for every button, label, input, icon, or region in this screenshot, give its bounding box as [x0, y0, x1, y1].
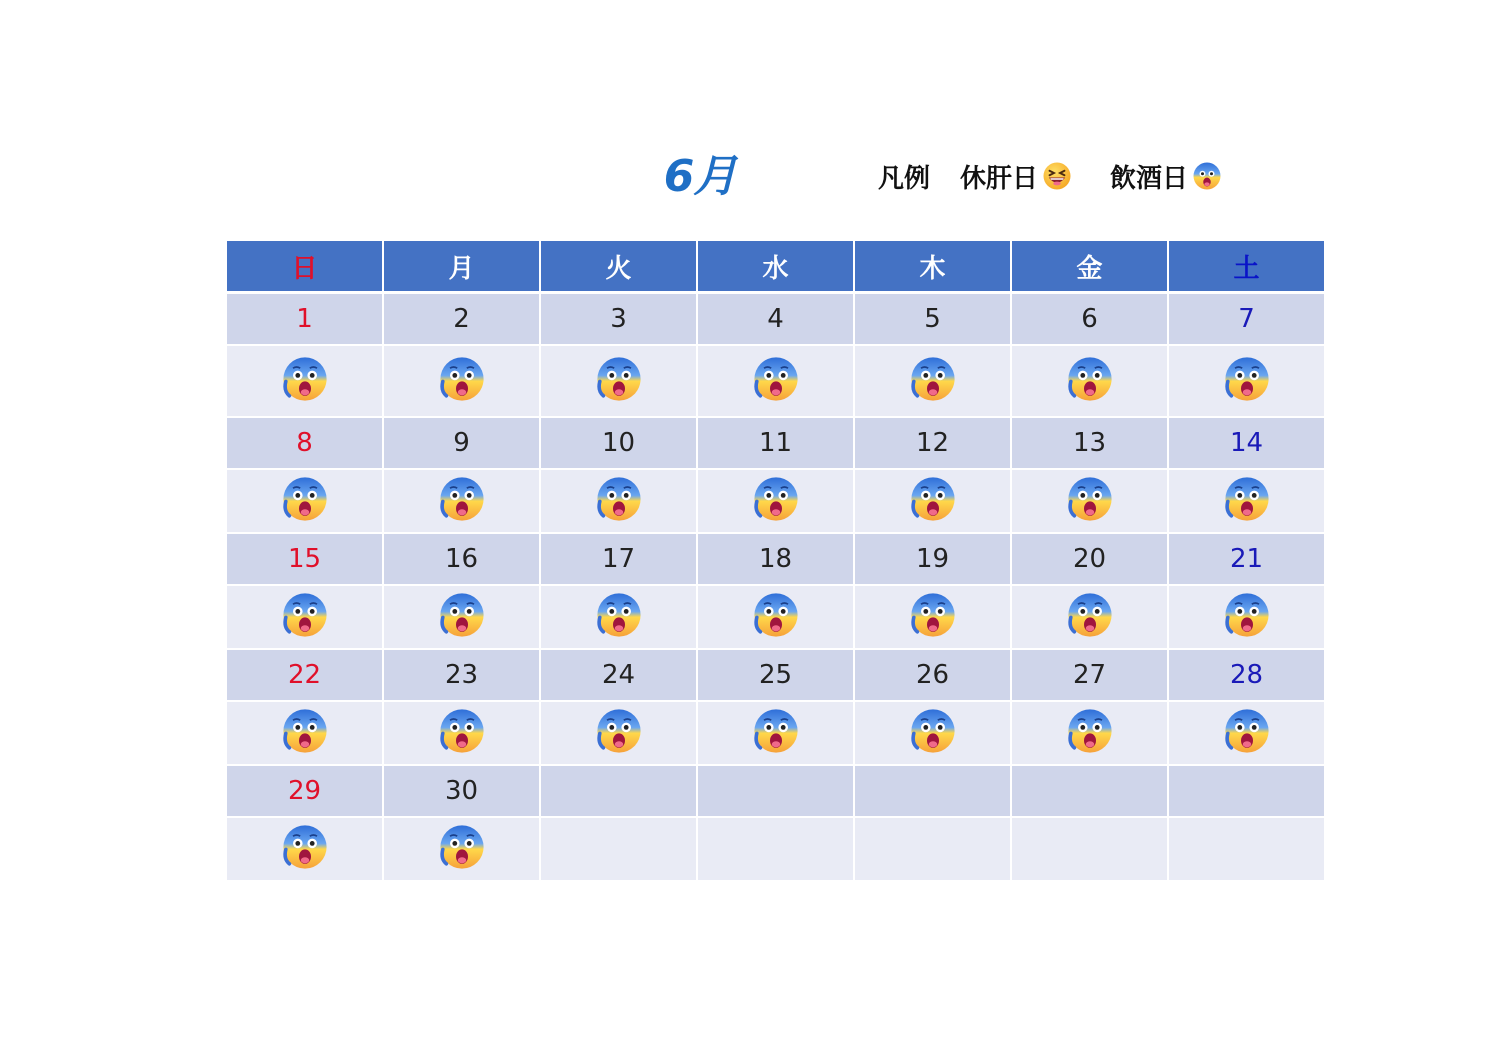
- fearful-screaming-face-icon: [752, 707, 800, 759]
- date-cell-5[interactable]: 5: [855, 294, 1010, 346]
- fearful-screaming-face-icon: [595, 355, 643, 407]
- day-mark-cell-16[interactable]: [384, 586, 539, 650]
- fearful-screaming-face-icon: [909, 355, 957, 407]
- calendar-table: [225, 241, 1326, 882]
- day-mark-cell-empty[interactable]: [1169, 818, 1324, 882]
- date-cell-24[interactable]: 24: [541, 650, 696, 702]
- legend: [878, 156, 1222, 196]
- grinning-squinting-face-icon: [1042, 161, 1072, 191]
- fearful-screaming-face-icon: [752, 355, 800, 407]
- day-mark-cell-3[interactable]: [541, 346, 696, 418]
- date-cell-empty[interactable]: [1012, 766, 1167, 818]
- date-cell-6[interactable]: 6: [1012, 294, 1167, 346]
- day-mark-cell-11[interactable]: [698, 470, 853, 534]
- week-1-date-row: [227, 294, 1324, 346]
- date-cell-19[interactable]: 19: [855, 534, 1010, 586]
- day-mark-cell-24[interactable]: [541, 702, 696, 766]
- date-cell-4[interactable]: 4: [698, 294, 853, 346]
- day-mark-cell-14[interactable]: [1169, 470, 1324, 534]
- day-mark-cell-empty[interactable]: [698, 818, 853, 882]
- week-3-date-row: [227, 534, 1324, 586]
- date-cell-8[interactable]: 8: [227, 418, 382, 470]
- day-mark-cell-2[interactable]: [384, 346, 539, 418]
- weekday-sat: 土: [1169, 241, 1324, 294]
- fearful-screaming-face-icon: [281, 355, 329, 407]
- date-cell-empty[interactable]: [855, 766, 1010, 818]
- weekday-mon: 月: [384, 241, 539, 294]
- day-mark-cell-18[interactable]: [698, 586, 853, 650]
- weekday-header-row: [227, 241, 1324, 294]
- date-cell-25[interactable]: 25: [698, 650, 853, 702]
- week-4-date-row: [227, 650, 1324, 702]
- date-cell-30[interactable]: 30: [384, 766, 539, 818]
- fearful-screaming-face-icon: [438, 475, 486, 527]
- fearful-screaming-face-icon: [438, 591, 486, 643]
- date-cell-21[interactable]: 21: [1169, 534, 1324, 586]
- fearful-screaming-face-icon: [1223, 355, 1271, 407]
- week-3-mark-row: [227, 586, 1324, 650]
- date-cell-7[interactable]: 7: [1169, 294, 1324, 346]
- fearful-screaming-face-icon: [438, 823, 486, 875]
- date-cell-14[interactable]: 14: [1169, 418, 1324, 470]
- day-mark-cell-26[interactable]: [855, 702, 1010, 766]
- fearful-screaming-face-icon: [752, 591, 800, 643]
- legend-label: 凡例: [878, 163, 931, 194]
- day-mark-cell-8[interactable]: [227, 470, 382, 534]
- fearful-screaming-face-icon: [1223, 591, 1271, 643]
- week-2-mark-row: [227, 470, 1324, 534]
- fearful-screaming-face-icon: [752, 475, 800, 527]
- day-mark-cell-1[interactable]: [227, 346, 382, 418]
- date-cell-17[interactable]: 17: [541, 534, 696, 586]
- day-mark-cell-7[interactable]: [1169, 346, 1324, 418]
- week-5-mark-row: [227, 818, 1324, 882]
- fearful-screaming-face-icon: [281, 707, 329, 759]
- day-mark-cell-19[interactable]: [855, 586, 1010, 650]
- fearful-screaming-face-icon: [281, 475, 329, 527]
- fearful-screaming-face-icon: [595, 475, 643, 527]
- date-cell-10[interactable]: 10: [541, 418, 696, 470]
- day-mark-cell-empty[interactable]: [855, 818, 1010, 882]
- date-cell-9[interactable]: 9: [384, 418, 539, 470]
- day-mark-cell-13[interactable]: [1012, 470, 1167, 534]
- day-mark-cell-10[interactable]: [541, 470, 696, 534]
- fearful-screaming-face-icon: [281, 591, 329, 643]
- week-4-mark-row: [227, 702, 1324, 766]
- day-mark-cell-17[interactable]: [541, 586, 696, 650]
- date-cell-22[interactable]: 22: [227, 650, 382, 702]
- legend-liver-rest-day-label: 休肝日: [960, 163, 1039, 194]
- date-cell-28[interactable]: 28: [1169, 650, 1324, 702]
- day-mark-cell-21[interactable]: [1169, 586, 1324, 650]
- date-cell-empty[interactable]: [1169, 766, 1324, 818]
- fearful-screaming-face-icon: [595, 707, 643, 759]
- day-mark-cell-25[interactable]: [698, 702, 853, 766]
- day-mark-cell-empty[interactable]: [541, 818, 696, 882]
- fearful-screaming-face-icon: [909, 591, 957, 643]
- fearful-screaming-face-icon: [1223, 475, 1271, 527]
- date-cell-13[interactable]: 13: [1012, 418, 1167, 470]
- fearful-screaming-face-icon: [1066, 591, 1114, 643]
- month-title: 6月: [663, 151, 737, 202]
- day-mark-cell-29[interactable]: [227, 818, 382, 882]
- day-mark-cell-12[interactable]: [855, 470, 1010, 534]
- date-cell-1[interactable]: 1: [227, 294, 382, 346]
- fearful-screaming-face-icon: [281, 823, 329, 875]
- date-cell-15[interactable]: 15: [227, 534, 382, 586]
- date-cell-empty[interactable]: [698, 766, 853, 818]
- day-mark-cell-empty[interactable]: [1012, 818, 1167, 882]
- weekday-sun: 日: [227, 241, 382, 294]
- date-cell-2[interactable]: 2: [384, 294, 539, 346]
- fearful-screaming-face-icon: [1066, 475, 1114, 527]
- week-2-date-row: [227, 418, 1324, 470]
- weekday-thu: 木: [855, 241, 1010, 294]
- day-mark-cell-30[interactable]: [384, 818, 539, 882]
- weekday-wed: 水: [698, 241, 853, 294]
- date-cell-11[interactable]: 11: [698, 418, 853, 470]
- date-cell-3[interactable]: 3: [541, 294, 696, 346]
- fearful-screaming-face-icon: [438, 707, 486, 759]
- fearful-screaming-face-icon: [909, 707, 957, 759]
- weekday-tue: 火: [541, 241, 696, 294]
- date-cell-23[interactable]: 23: [384, 650, 539, 702]
- week-1-mark-row: [227, 346, 1324, 418]
- date-cell-26[interactable]: 26: [855, 650, 1010, 702]
- legend-drinking-day-label: 飲酒日: [1110, 163, 1189, 194]
- fearful-screaming-face-icon: [1192, 161, 1222, 191]
- date-cell-12[interactable]: 12: [855, 418, 1010, 470]
- day-mark-cell-9[interactable]: [384, 470, 539, 534]
- fearful-screaming-face-icon: [1223, 707, 1271, 759]
- day-mark-cell-15[interactable]: [227, 586, 382, 650]
- fearful-screaming-face-icon: [909, 475, 957, 527]
- day-mark-cell-22[interactable]: [227, 702, 382, 766]
- fearful-screaming-face-icon: [1066, 707, 1114, 759]
- fearful-screaming-face-icon: [595, 591, 643, 643]
- date-cell-empty[interactable]: [541, 766, 696, 818]
- day-mark-cell-4[interactable]: [698, 346, 853, 418]
- week-5-date-row: [227, 766, 1324, 818]
- day-mark-cell-23[interactable]: [384, 702, 539, 766]
- weekday-fri: 金: [1012, 241, 1167, 294]
- day-mark-cell-6[interactable]: [1012, 346, 1167, 418]
- date-cell-29[interactable]: 29: [227, 766, 382, 818]
- day-mark-cell-5[interactable]: [855, 346, 1010, 418]
- day-mark-cell-27[interactable]: [1012, 702, 1167, 766]
- fearful-screaming-face-icon: [438, 355, 486, 407]
- fearful-screaming-face-icon: [1066, 355, 1114, 407]
- date-cell-18[interactable]: 18: [698, 534, 853, 586]
- day-mark-cell-28[interactable]: [1169, 702, 1324, 766]
- date-cell-20[interactable]: 20: [1012, 534, 1167, 586]
- date-cell-27[interactable]: 27: [1012, 650, 1167, 702]
- date-cell-16[interactable]: 16: [384, 534, 539, 586]
- day-mark-cell-20[interactable]: [1012, 586, 1167, 650]
